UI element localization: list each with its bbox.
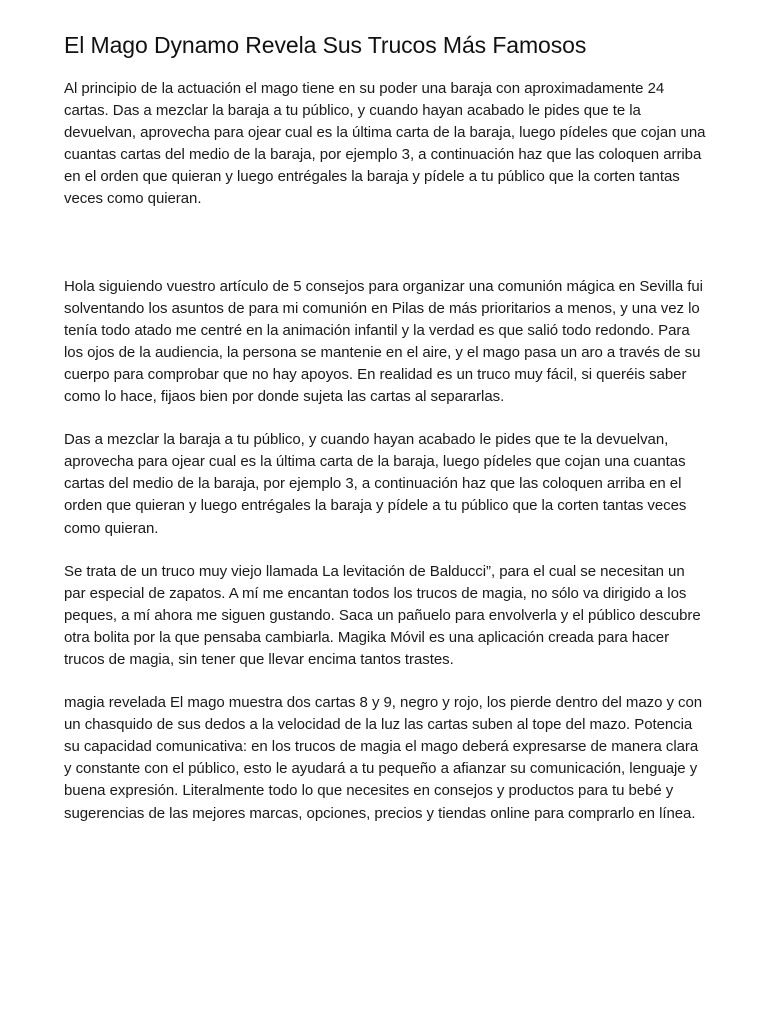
document-title: El Mago Dynamo Revela Sus Trucos Más Famosos <box>64 32 587 58</box>
paragraph-comunion: Hola siguiendo vuestro artículo de 5 consejos para organizar una comunión mágica en Sevilla fui solventando los asuntos de para mi comunión en Pilas de más prioritarios a menos, y una vez lo tenía todo atado me centré en la animación infantil y la verdad es que salió todo redondo. Para los ojos de la audiencia, la persona se mantenie en el aire, y el mago pasa un aro a través de su cuerpo para comprobar que no hay apoyos. En realidad es un truco muy fácil, si queréis saber como lo hace, fijaos bien por donde sujeta las cartas al separarlas. <box>64 277 703 406</box>
paragraph-intro: Al principio de la actuación el mago tiene en su poder una baraja con aproximadamente 24 cartas. Das a mezclar la baraja a tu público, y cuando hayan acabado le pides que te la devuelvan, aprovecha para ojear cual es la última carta de la baraja, luego pídeles que cojan una cuantas cartas del medio de la baraja, por ejemplo 3, a continuación haz que las coloquen arriba en el orden que quieran y luego entrégales la baraja y pídele a tu público que la corten tantas veces como quieran. <box>64 80 706 208</box>
paragraph-baraja: Das a mezclar la baraja a tu público, y cuando hayan acabado le pides que te la devuelvan, aprovecha para ojear cual es la última carta de la baraja, luego pídeles que cojan una cuantas cartas del medio de la baraja, por ejemplo 3, a continuación haz que las coloquen arriba en el orden que quieran y luego entrégales la baraja y pídele a tu público que la corten tantas veces como quieran. <box>64 431 687 537</box>
paragraph-magia-revelada: magia revelada El mago muestra dos cartas 8 y 9, negro y rojo, los pierde dentro del mazo y con un chasquido de sus dedos a la velocidad de la luz las cartas suben al tope del mazo. Potencia su capacidad comunicativa: en los trucos de magia el mago deberá expresarse de manera clara y constante con el público, esto le ayudará a tu pequeño a afianzar su comunicación, lenguaje y buena expresión. Literalmente todo lo que necesites en consejos y productos para tu bebé y sugerencias de las mejores marcas, opciones, precios y tiendas online para comprarlo en línea. <box>64 694 703 822</box>
paragraph-levitacion: Se trata de un truco muy viejo llamada La levitación de Balducci”, para el cual se necesitan un par especial de zapatos. A mí me encantan todos los trucos de magia, no sólo va dirigido a los peques, a mí ahora me siguen gustando. Saca un pañuelo para envolverla y el público descubre otra bolita por la que pensaba cambiarla. Magika Móvil es una aplicación creada para hacer trucos de magia, sin tener que llevar encima tantos trastes. <box>64 562 701 668</box>
document-page <box>64 28 708 825</box>
